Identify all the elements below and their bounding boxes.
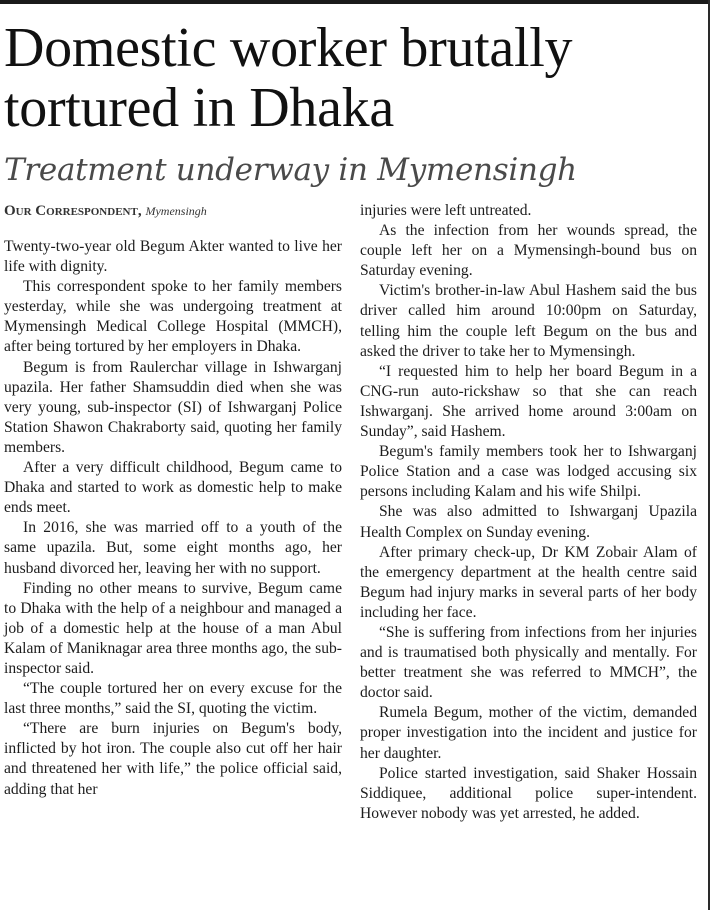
paragraph: “The couple tortured her on every excuse for the last three months,” said the SI, quoting the victim. [4,680,342,718]
subheadline: Treatment underway in Mymensingh [4,152,577,188]
paragraph: “There are burn injuries on Begum's body, inflicted by hot iron. The couple also cut off her hair and threatened her with life,” the police official said, adding that her [4,720,342,798]
paragraph: After primary check-up, Dr KM Zobair Alam of the emergency department at the health centre said Begum had injury marks in several parts of her body including her face. [360,543,697,621]
byline [4,201,342,221]
paragraph: “She is suffering from infections from her injuries and is traumatised both physically and mentally. For better treatment she was referred to MMCH”, the doctor said. [360,623,697,702]
paragraph: Begum is from Raulerchar village in Ishwarganj upazila. Her father Shamsuddin died when she was very young, sub-inspector (SI) of Ishwarganj Police Station Shawon Chakraborty said, quoting her family members. [4,358,342,456]
column-2 [360,201,697,824]
paragraph: Begum's family members took her to Ishwarganj Police Station and a case was lodged accusing six persons including Kalam and his wife Shilpi. [360,443,697,501]
paragraph: Finding no other means to survive, Begum came to Dhaka with the help of a neighbour and managed a job of a domestic help at the house of a man Abul Kalam of Maniknagar area three months ago, the sub-inspector said. [4,579,342,677]
paragraph: As the infection from her wounds spread, the couple left her on a Mymensingh-bound bus on Saturday evening. [360,222,697,280]
top-rule [0,0,710,4]
paragraph: Twenty-two-year old Begum Akter wanted to live her life with dignity. [4,238,342,276]
paragraph: She was also admitted to Ishwarganj Upazila Health Complex on Sunday evening. [360,503,697,541]
byline-location: Mymensingh [145,204,207,218]
paragraph: After a very difficult childhood, Begum came to Dhaka and started to work as domestic help to make ends meet. [4,459,342,517]
paragraph: Victim's brother-in-law Abul Hashem said the bus driver called him around 10:00pm on Saturday, telling him the couple left Begum on the bus and asked the driver to take her to Mymensingh. [360,282,697,360]
paragraph: Rumela Begum, mother of the victim, demanded proper investigation into the incident and justice for her daughter. [360,704,697,762]
byline-correspondent: Our Correspondent, [4,203,142,219]
paragraph: This correspondent spoke to her family members yesterday, while she was undergoing treatment at Mymensingh Medical College Hospital (MMCH), after being tortured by her employers in Dhaka. [4,278,342,356]
paragraph-continued: injuries were left untreated. [360,202,532,219]
paragraph: Police started investigation, said Shaker Hossain Siddiquee, additional police super-intendent. However nobody was yet arrested, he added. [360,764,697,822]
paragraph: In 2016, she was married off to a youth of the same upazila. But, some eight months ago, her husband divorced her, leaving her with no support. [4,519,342,577]
headline: Domestic worker brutally tortured in Dhaka [4,17,573,139]
column-1 [4,201,342,800]
paragraph: “I requested him to help her board Begum in a CNG-run auto-rickshaw so that she can reach Ishwarganj. She arrived home around 3:00am on Sunday”, said Hashem. [360,362,697,441]
